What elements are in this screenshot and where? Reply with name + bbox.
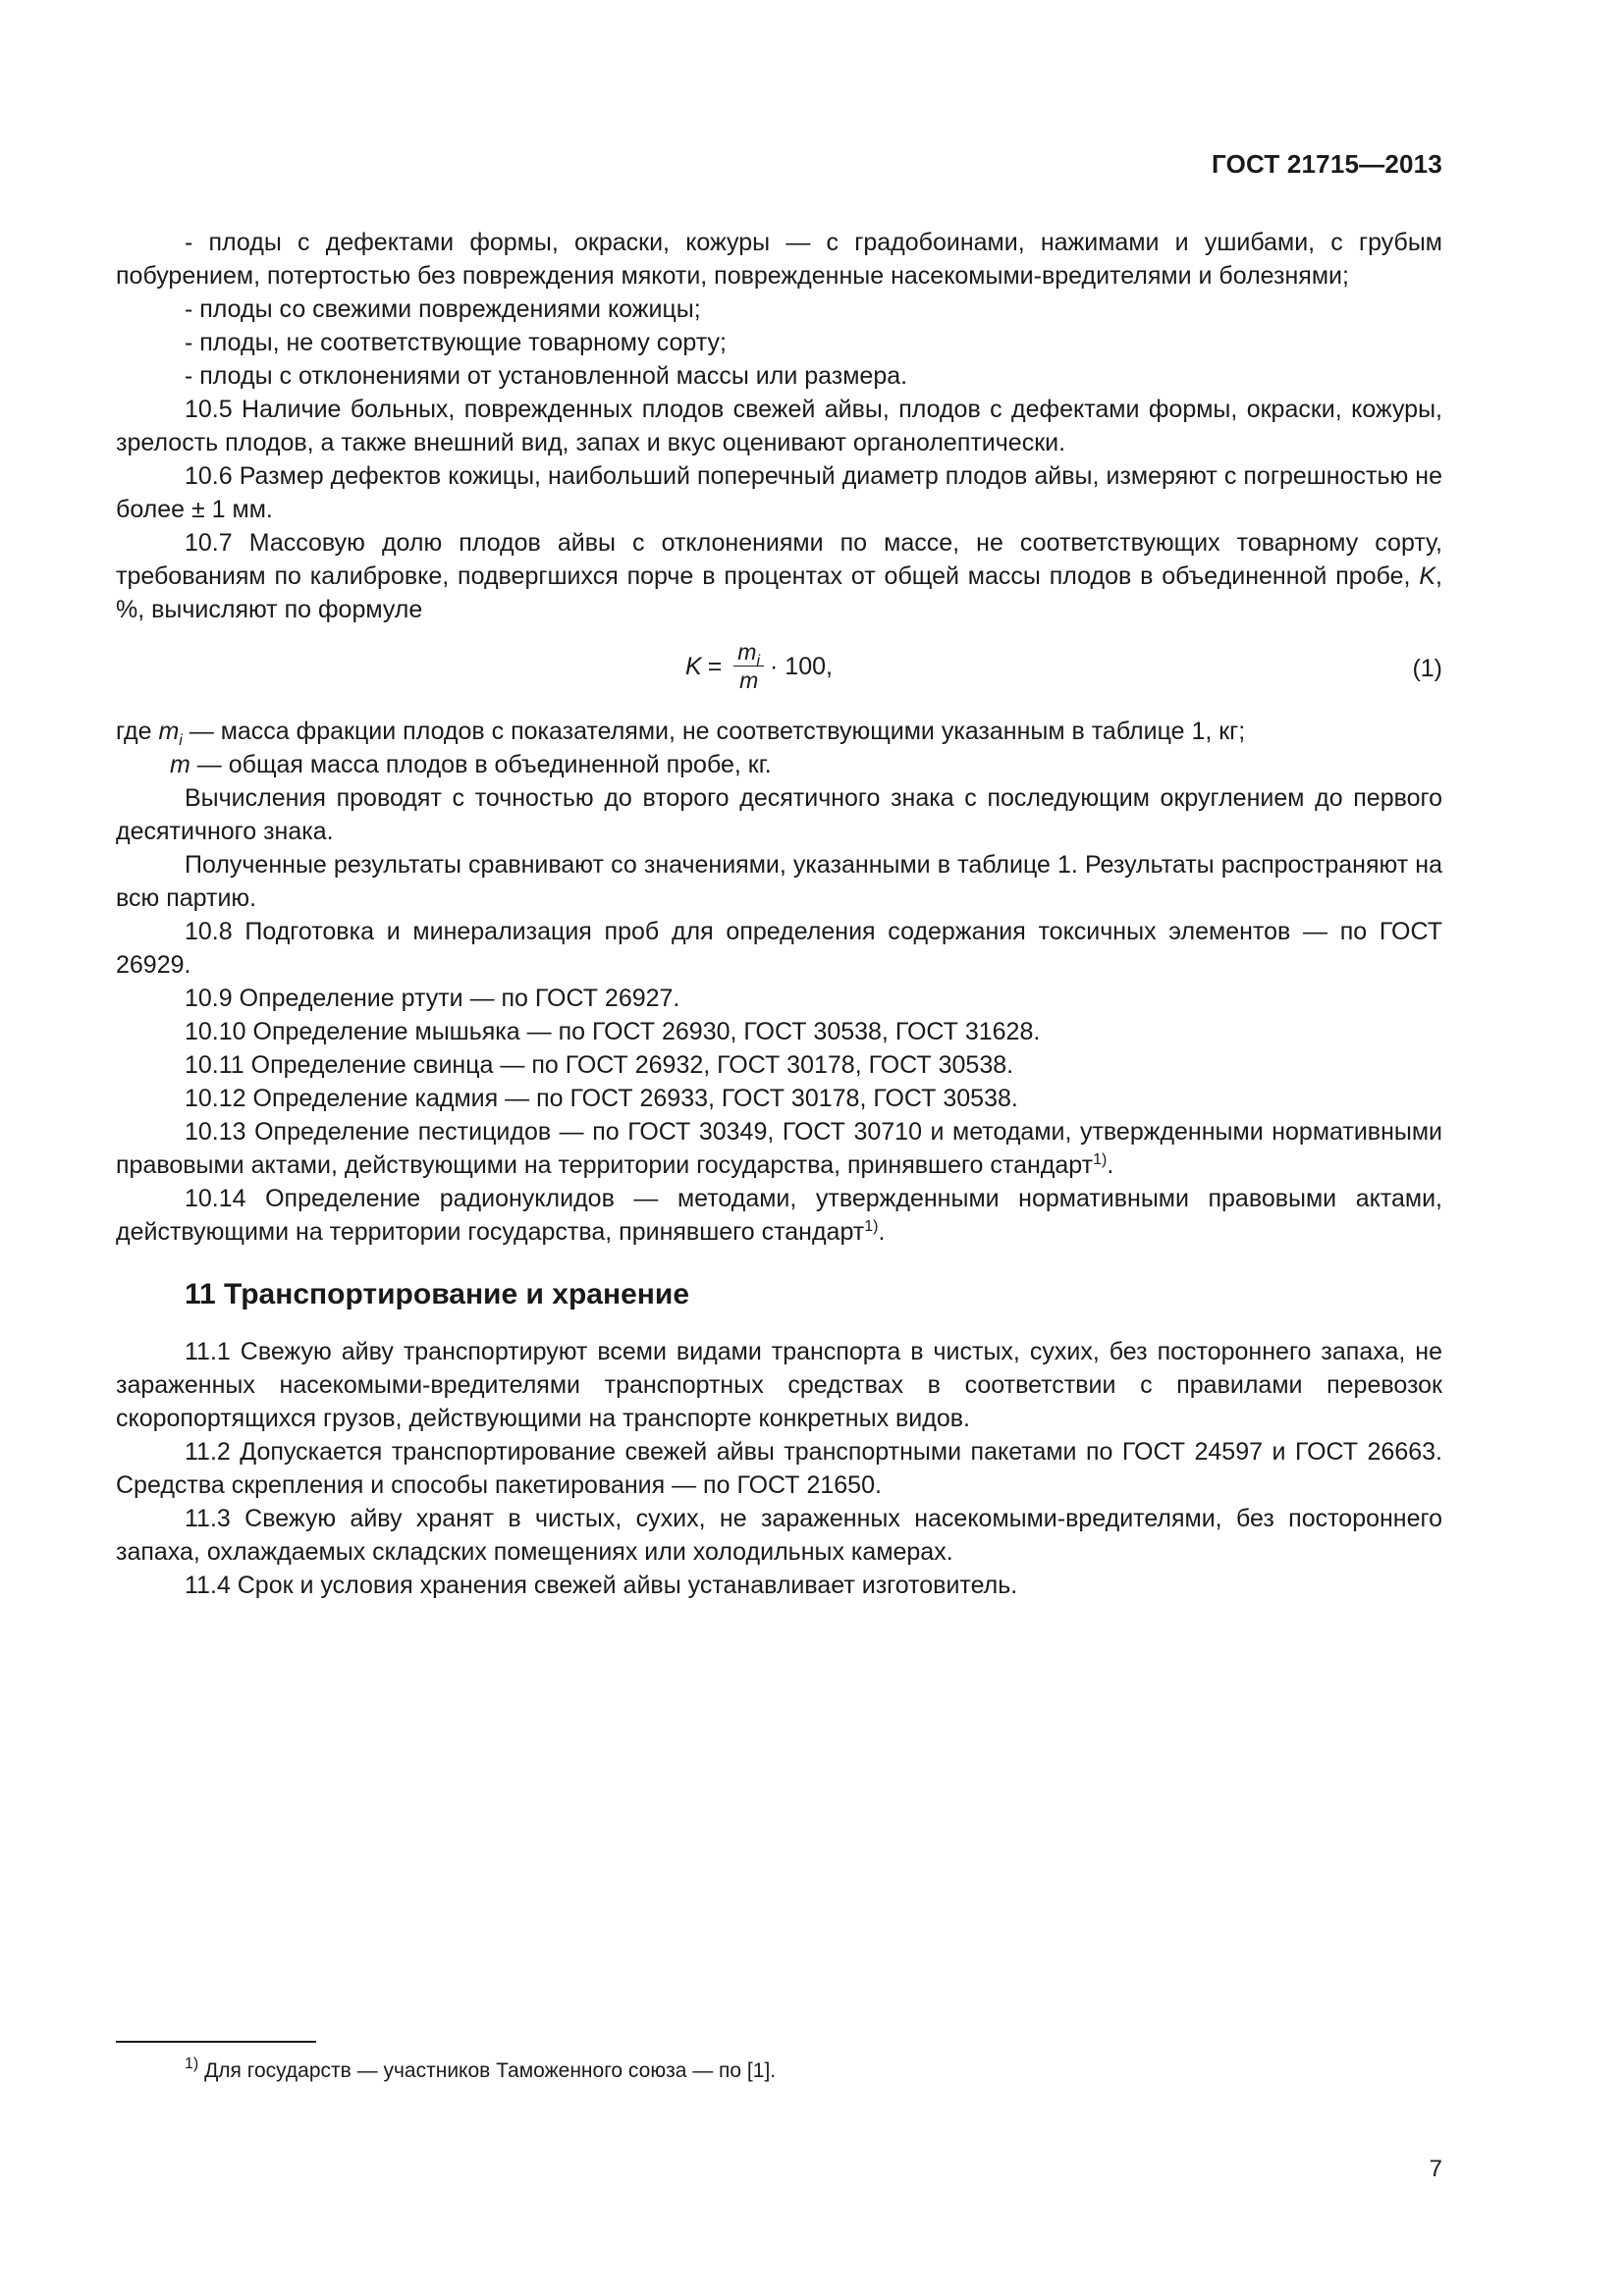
section-title: 11 Транспортирование и хранение: [185, 1278, 690, 1310]
formula-expression: [685, 638, 833, 694]
clause-11-3: 11.3 Свежую айву хранят в чистых, сухих, не зараженных насекомыми-вредителями, без постороннего запаха, охлаждаемых складских помещениях или холодильных камерах.: [116, 1505, 1442, 1566]
results-paragraph: Полученные результаты сравнивают со значениями, указанными в таблице 1. Результаты распространяют на всю партию.: [116, 851, 1442, 912]
formula-number: (1): [1412, 655, 1442, 682]
clause-11-2: 11.2 Допускается транспортирование свежей айвы транспортными пакетами по ГОСТ 24597 и ГОСТ 26663. Средства скрепления и способы пакетирования — по ГОСТ 21650.: [116, 1438, 1442, 1499]
formula-equals: =: [707, 652, 723, 680]
list-item: - плоды со свежими повреждениями кожицы;: [185, 295, 701, 323]
footnote: [185, 2056, 777, 2083]
calc-paragraph: Вычисления проводят с точностью до второго десятичного знака с последующим округлением до первого десятичного знака.: [116, 784, 1442, 845]
clause-10-10: 10.10 Определение мышьяка — по ГОСТ 26930, ГОСТ 30538, ГОСТ 31628.: [185, 1018, 1041, 1045]
formula-1: [116, 630, 1442, 705]
where-line-1: где $m_i$ — масса фракции плодов с показателями, не соответствующими указанным в таблице 1, кг;: [116, 718, 1246, 749]
page-body: [116, 226, 1442, 1602]
formula-numerator: $m_i$: [733, 638, 764, 667]
formula-lhs: K: [685, 652, 702, 680]
list-item: - плоды с отклонениями от установленной массы или размера.: [185, 362, 908, 390]
where-var-mi: $m_i$: [158, 718, 183, 749]
formula-denominator: m: [739, 667, 759, 693]
clause-10-13: 10.13 Определение пестицидов — по ГОСТ 30349, ГОСТ 30710 и методами, утвержденными нормативными правовыми актами, действующими на территории государства, принявшего стандарт$^{1)}$.: [116, 1118, 1442, 1179]
clause-10-9: 10.9 Определение ртути — по ГОСТ 26927.: [185, 985, 680, 1012]
where-line-2: m — общая масса плодов в объединенной пробе, кг.: [170, 751, 772, 778]
clause-10-12: 10.12 Определение кадмия — по ГОСТ 26933, ГОСТ 30178, ГОСТ 30538.: [185, 1085, 1018, 1112]
list-item: - плоды, не соответствующие товарному сорту;: [185, 329, 727, 356]
formula-rest: · 100,: [770, 652, 833, 680]
clause-10-8: 10.8 Подготовка и минерализация проб для определения содержания токсичных элементов — по ГОСТ 26929.: [116, 918, 1442, 979]
clause-11-4: 11.4 Срок и условия хранения свежей айвы устанавливает изготовитель.: [185, 1572, 1018, 1599]
clause-10-7-text: 10.7 Массовую долю плодов айвы с отклонениями по массе, не соответствующих товарному сорту, требованиям по калибровке, подвергшихся порче в процентах от общей массы плодов в объединенной пробе,: [116, 529, 1442, 590]
document-header: ГОСТ 21715—2013: [1212, 149, 1442, 179]
variable-k: K: [1419, 562, 1436, 590]
formula-fraction: [733, 638, 764, 694]
clause-10-7: [116, 526, 1442, 626]
footnote-text: Для государств — участников Таможенного союза — по [1].: [198, 2059, 777, 2082]
footnote-divider: [116, 2041, 316, 2043]
clause-10-7-end: , %, вычисляют по формуле: [116, 562, 1442, 623]
clause-10-11: 10.11 Определение свинца — по ГОСТ 26932, ГОСТ 30178, ГОСТ 30538.: [185, 1051, 1014, 1079]
where-var-m: m: [170, 751, 190, 778]
clause-10-14: 10.14 Определение радионуклидов — методами, утвержденными нормативными правовыми актами, действующими на территории государства, принявшего стандарт$^{1)}$.: [116, 1185, 1442, 1246]
page-number: 7: [1429, 2156, 1442, 2182]
clause-10-6: 10.6 Размер дефектов кожицы, наибольший поперечный диаметр плодов айвы, измеряют с погрешностью не более ± 1 мм.: [116, 462, 1442, 523]
formula-numerator-sub: i: [756, 653, 761, 669]
footnote-mark: 1): [185, 2056, 199, 2072]
footnote-ref[interactable]: 1): [1093, 1151, 1108, 1168]
clause-10-5: 10.5 Наличие больных, поврежденных плодов свежей айвы, плодов с дефектами формы, окраски, кожуры, зрелость плодов, а также внешний вид, запах и вкус оценивают органолептически.: [116, 396, 1442, 456]
list-item: - плоды с дефектами формы, окраски, кожуры — с градобоинами, нажимами и ушибами, с грубым побурением, потертостью без повреждения мякоти, поврежденные насекомыми-вредителями и болезнями;: [116, 229, 1442, 290]
clause-11-1: 11.1 Свежую айву транспортируют всеми видами транспорта в чистых, сухих, без постороннего запаха, не зараженных насекомыми-вредителями транспортных средствах в соответствии с правилами перевозок скоропортящихся грузов, действующими на транспорте конкретных видов.: [116, 1338, 1442, 1432]
footnote-ref[interactable]: 1): [864, 1218, 879, 1235]
